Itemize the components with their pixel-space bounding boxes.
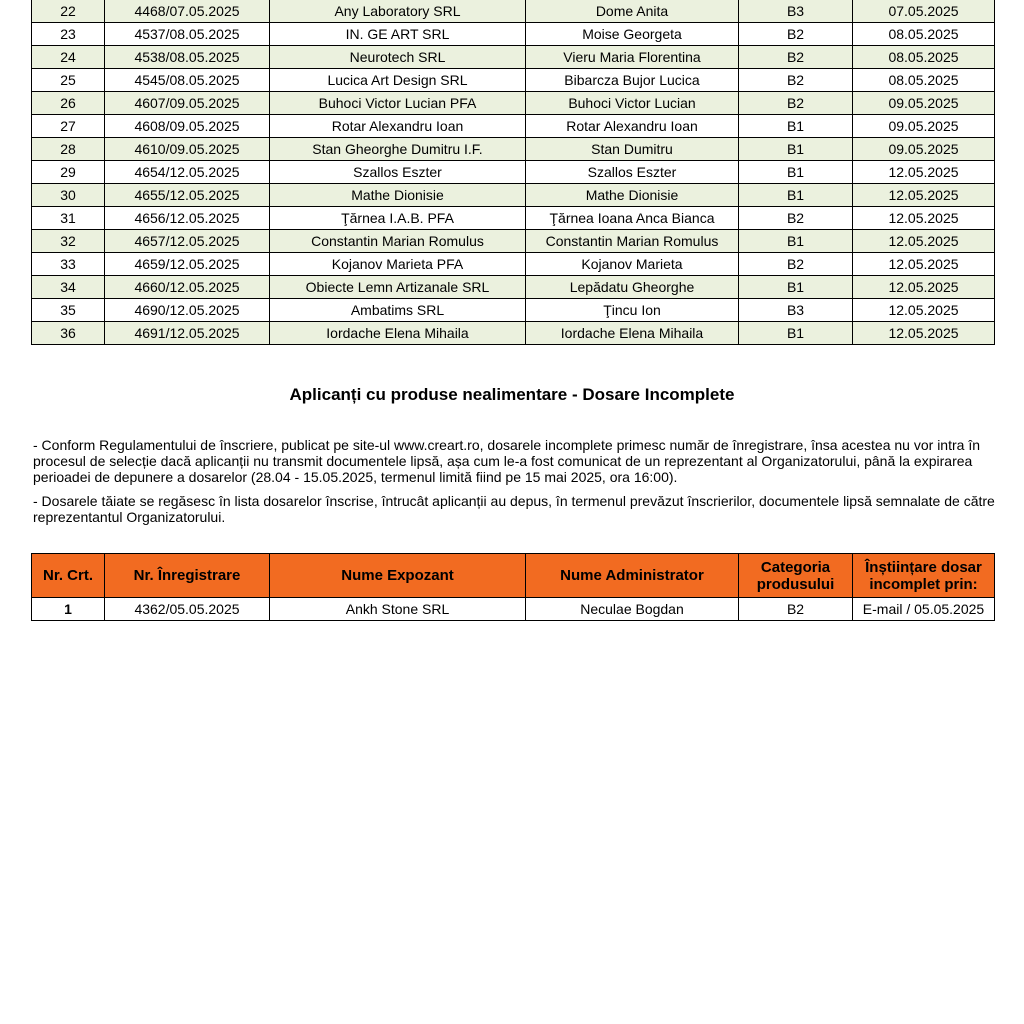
registration-number: 4691/12.05.2025 [105,322,270,345]
administrator-name: Iordache Elena Mihaila [526,322,739,345]
exhibitor-name: Obiecte Lemn Artizanale SRL [270,276,526,299]
table-row [32,161,995,184]
table-row [32,299,995,322]
exhibitor-name: IN. GE ART SRL [270,23,526,46]
product-category: B2 [739,46,853,69]
incomplete-applications-table [31,553,995,621]
registration-date: 08.05.2025 [853,46,995,69]
registration-number: 4657/12.05.2025 [105,230,270,253]
registration-date: 07.05.2025 [853,0,995,23]
exhibitor-name: Lucica Art Design SRL [270,69,526,92]
exhibitor-name: Ţărnea I.A.B. PFA [270,207,526,230]
column-header-notice: Înștiințare dosar incomplet prin: [853,554,995,598]
registration-date: 12.05.2025 [853,299,995,322]
product-category: B2 [739,598,853,621]
row-number: 30 [32,184,105,207]
row-number: 27 [32,115,105,138]
registered-applicants-table [31,0,995,345]
product-category: B1 [739,115,853,138]
table-row [32,115,995,138]
product-category: B3 [739,299,853,322]
registration-date: 12.05.2025 [853,184,995,207]
exhibitor-name: Constantin Marian Romulus [270,230,526,253]
table-row [32,276,995,299]
registration-number: 4690/12.05.2025 [105,299,270,322]
row-number: 26 [32,92,105,115]
product-category: B2 [739,207,853,230]
registration-number: 4656/12.05.2025 [105,207,270,230]
registration-number: 4545/08.05.2025 [105,69,270,92]
administrator-name: Mathe Dionisie [526,184,739,207]
registration-number: 4537/08.05.2025 [105,23,270,46]
registration-number: 4659/12.05.2025 [105,253,270,276]
registration-date: 08.05.2025 [853,23,995,46]
row-number: 34 [32,276,105,299]
column-header-exhibitor: Nume Expozant [270,554,526,598]
exhibitor-name: Neurotech SRL [270,46,526,69]
exhibitor-name: Stan Gheorghe Dumitru I.F. [270,138,526,161]
registration-number: 4538/08.05.2025 [105,46,270,69]
table-row [32,598,995,621]
row-number: 28 [32,138,105,161]
registration-date: 12.05.2025 [853,230,995,253]
product-category: B2 [739,69,853,92]
administrator-name: Dome Anita [526,0,739,23]
note-paragraph: - Dosarele tăiate se regăsesc în lista dosarelor înscrise, întrucât aplicanții au depus, în termenul prevăzut înscrierilor, documentele lipsă semnalate de către reprezentantul Organizatorului. [33,493,995,525]
column-header-administrator: Nume Administrator [526,554,739,598]
administrator-name: Ţărnea Ioana Anca Bianca [526,207,739,230]
row-number: 25 [32,69,105,92]
registration-number: 4362/05.05.2025 [105,598,270,621]
registration-date: 09.05.2025 [853,115,995,138]
registration-date: 12.05.2025 [853,276,995,299]
product-category: B1 [739,322,853,345]
registration-date: 12.05.2025 [853,161,995,184]
table-row [32,138,995,161]
row-number: 31 [32,207,105,230]
product-category: B2 [739,253,853,276]
row-number: 1 [32,598,105,621]
exhibitor-name: Buhoci Victor Lucian PFA [270,92,526,115]
table-row [32,46,995,69]
product-category: B2 [739,23,853,46]
administrator-name: Bibarcza Bujor Lucica [526,69,739,92]
registration-number: 4655/12.05.2025 [105,184,270,207]
row-number: 29 [32,161,105,184]
product-category: B1 [739,184,853,207]
table-row [32,92,995,115]
administrator-name: Ţincu Ion [526,299,739,322]
administrator-name: Moise Georgeta [526,23,739,46]
row-number: 24 [32,46,105,69]
administrator-name: Szallos Eszter [526,161,739,184]
table-row [32,322,995,345]
administrator-name: Buhoci Victor Lucian [526,92,739,115]
registration-number: 4610/09.05.2025 [105,138,270,161]
product-category: B2 [739,92,853,115]
registered-applicants-body [32,0,995,345]
registration-date: 12.05.2025 [853,322,995,345]
note-paragraph: - Conform Regulamentului de înscriere, publicat pe site-ul www.creart.ro, dosarele incomplete primesc număr de înregistrare, însa acestea nu vor intra în procesul de selecție dacă aplicanții nu transmit documentele lipsă, așa cum le-a fost comunicat de un reprezentant al Organizatorului, până la expirarea perioadei de depunere a dosarelor (28.04 - 15.05.2025, termenul limită fiind pe 15 mai 2025, ora 16:00). [33,437,980,485]
product-category: B1 [739,230,853,253]
product-category: B1 [739,161,853,184]
exhibitor-name: Ankh Stone SRL [270,598,526,621]
table-row [32,230,995,253]
table-row [32,253,995,276]
exhibitor-name: Mathe Dionisie [270,184,526,207]
table-row [32,69,995,92]
registration-number: 4607/09.05.2025 [105,92,270,115]
product-category: B1 [739,276,853,299]
registration-date: 09.05.2025 [853,92,995,115]
registration-date: 12.05.2025 [853,253,995,276]
product-category: B1 [739,138,853,161]
registration-number: 4660/12.05.2025 [105,276,270,299]
registration-number: 4468/07.05.2025 [105,0,270,23]
exhibitor-name: Iordache Elena Mihaila [270,322,526,345]
registration-date: 09.05.2025 [853,138,995,161]
administrator-name: Rotar Alexandru Ioan [526,115,739,138]
row-number: 35 [32,299,105,322]
exhibitor-name: Szallos Eszter [270,161,526,184]
notice-method: E-mail / 05.05.2025 [853,598,995,621]
administrator-name: Stan Dumitru [526,138,739,161]
column-header-registration: Nr. Înregistrare [105,554,270,598]
administrator-name: Kojanov Marieta [526,253,739,276]
registration-date: 12.05.2025 [853,207,995,230]
column-header-category: Categoria produsului [739,554,853,598]
table-row [32,184,995,207]
administrator-name: Lepădatu Gheorghe [526,276,739,299]
table-row [32,23,995,46]
row-number: 22 [32,0,105,23]
registration-date: 08.05.2025 [853,69,995,92]
administrator-name: Neculae Bogdan [526,598,739,621]
exhibitor-name: Any Laboratory SRL [270,0,526,23]
column-header-nr: Nr. Crt. [32,554,105,598]
administrator-name: Vieru Maria Florentina [526,46,739,69]
row-number: 32 [32,230,105,253]
row-number: 23 [32,23,105,46]
exhibitor-name: Rotar Alexandru Ioan [270,115,526,138]
exhibitor-name: Ambatims SRL [270,299,526,322]
registration-number: 4654/12.05.2025 [105,161,270,184]
section-title: Aplicanți cu produse nealimentare - Dosare Incomplete [289,385,735,404]
administrator-name: Constantin Marian Romulus [526,230,739,253]
registration-number: 4608/09.05.2025 [105,115,270,138]
header-row [32,554,995,598]
table-row [32,207,995,230]
exhibitor-name: Kojanov Marieta PFA [270,253,526,276]
row-number: 33 [32,253,105,276]
row-number: 36 [32,322,105,345]
table-row [32,0,995,23]
product-category: B3 [739,0,853,23]
